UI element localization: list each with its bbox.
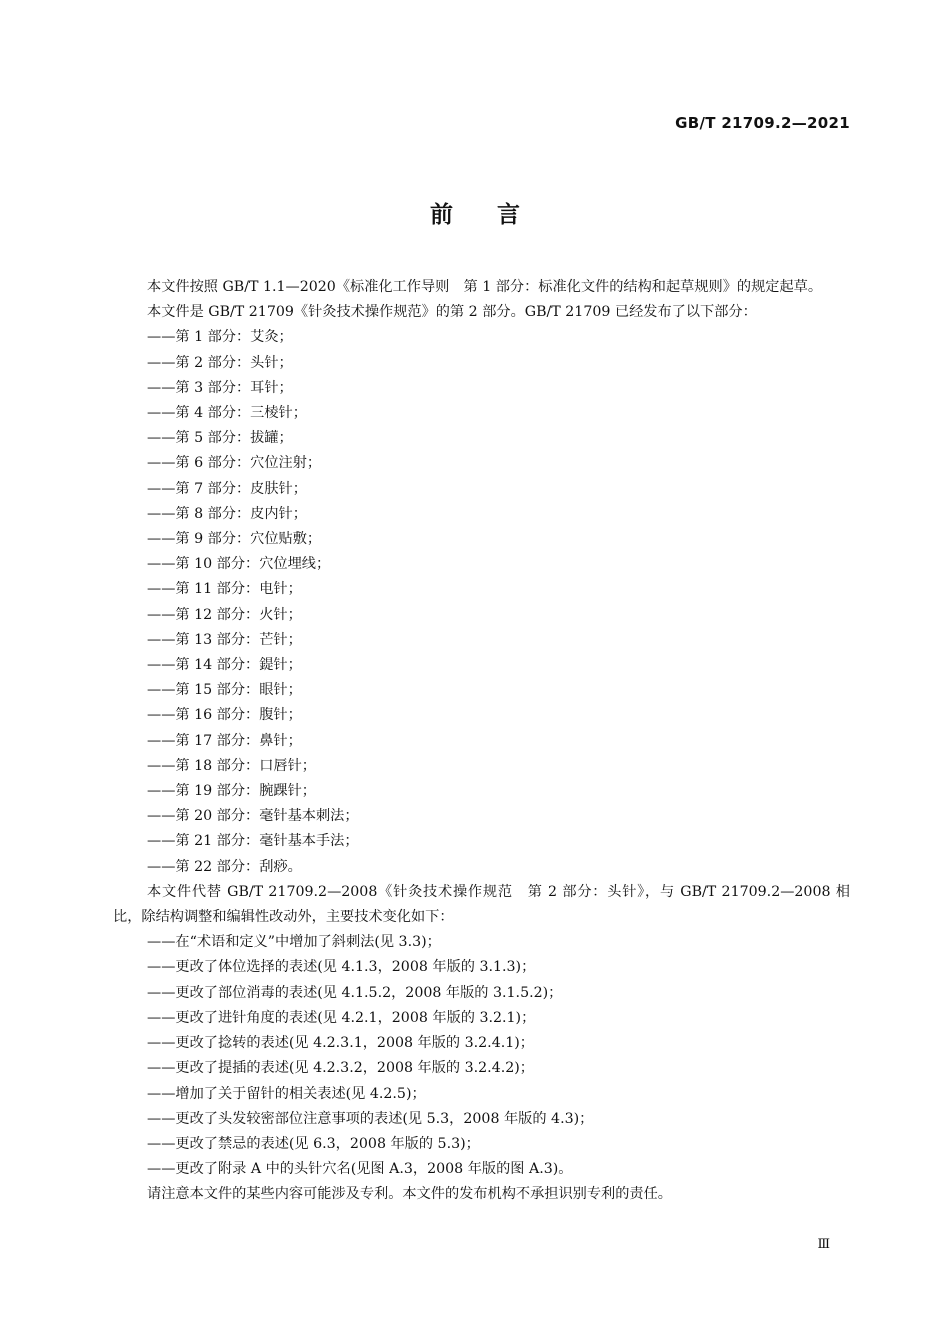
patent-notice: 请注意本文件的某些内容可能涉及专利。本文件的发布机构不承担识别专利的责任。 [147, 1186, 672, 1203]
list-item: ——第 14 部分：鍉针； [147, 657, 302, 674]
document-number: GB/T 21709.2—2021 [675, 114, 850, 132]
list-item: ——第 18 部分：口唇针； [147, 757, 316, 774]
list-item: ——第 8 部分：皮内针； [147, 505, 307, 522]
list-item: ——更改了提插的表述(见 4.2.3.2，2008 年版的 3.2.4.2)； [147, 1060, 534, 1077]
intro-paragraph-series: 本文件是 GB/T 21709《针灸技术操作规范》的第 2 部分。GB/T 21709 已经发布了以下部分： [147, 304, 757, 321]
list-item: ——更改了禁忌的表述(见 6.3，2008 年版的 5.3)； [147, 1135, 480, 1152]
foreword-body [113, 275, 850, 1208]
list-item: ——第 5 部分：拔罐； [147, 430, 293, 447]
list-item: ——第 2 部分：头针； [147, 354, 293, 371]
page-number: Ⅲ [817, 1237, 830, 1252]
list-item: ——第 12 部分：火针； [147, 606, 302, 623]
list-item: ——更改了头发较密部位注意事项的表述(见 5.3，2008 年版的 4.3)； [147, 1110, 594, 1127]
list-item: ——第 16 部分：腹针； [147, 707, 302, 724]
parts-list [113, 325, 850, 879]
list-item: ——第 4 部分：三棱针； [147, 405, 307, 422]
list-item: ——更改了捻转的表述(见 4.2.3.1，2008 年版的 3.2.4.1)； [147, 1035, 534, 1052]
intro-paragraph-drafting: 本文件按照 GB/T 1.1—2020《标准化工作导则 第 1 部分：标准化文件的结构和起草规则》的规定起草。 [147, 279, 823, 295]
replacement-paragraph: 本文件代替 GB/T 21709.2—2008《针灸技术操作规范 第 2 部分：头针》，与 GB/T 21709.2—2008 相比，除结构调整和编辑性改动外，主要技术变化如下： [113, 883, 850, 926]
list-item: ——增加了关于留针的相关表述(见 4.2.5)； [147, 1085, 426, 1102]
list-item: ——第 13 部分：芒针； [147, 631, 302, 648]
list-item: ——第 7 部分：皮肤针； [147, 480, 307, 497]
list-item: ——更改了进针角度的表述(见 4.2.1，2008 年版的 3.2.1)； [147, 1009, 536, 1026]
list-item: ——更改了附录 A 中的头针穴名(见图 A.3，2008 年版的图 A.3)。 [147, 1161, 573, 1178]
list-item: ——更改了部位消毒的表述(见 4.1.5.2，2008 年版的 3.1.5.2)； [147, 984, 563, 1001]
list-item: ——第 10 部分：穴位埋线； [147, 556, 331, 573]
list-item: ——更改了体位选择的表述(见 4.1.3，2008 年版的 3.1.3)； [147, 959, 536, 976]
list-item: ——第 22 部分：刮痧。 [147, 858, 302, 875]
list-item: ——第 21 部分：毫针基本手法； [147, 833, 359, 850]
list-item: ——第 19 部分：腕踝针； [147, 783, 316, 800]
list-item: ——第 6 部分：穴位注射； [147, 455, 322, 472]
list-item: ——第 17 部分：鼻针； [147, 732, 302, 749]
page-title: 前言 [430, 202, 564, 228]
list-item: ——第 20 部分：毫针基本刺法； [147, 808, 359, 825]
list-item: ——第 11 部分：电针； [147, 581, 302, 598]
list-item: ——第 1 部分：艾灸； [147, 329, 293, 346]
list-item: ——第 15 部分：眼针； [147, 682, 302, 699]
list-item: ——在“术语和定义”中增加了斜刺法(见 3.3)； [147, 934, 441, 951]
list-item: ——第 3 部分：耳针； [147, 379, 293, 396]
list-item: ——第 9 部分：穴位贴敷； [147, 531, 322, 548]
changes-list [113, 930, 850, 1182]
